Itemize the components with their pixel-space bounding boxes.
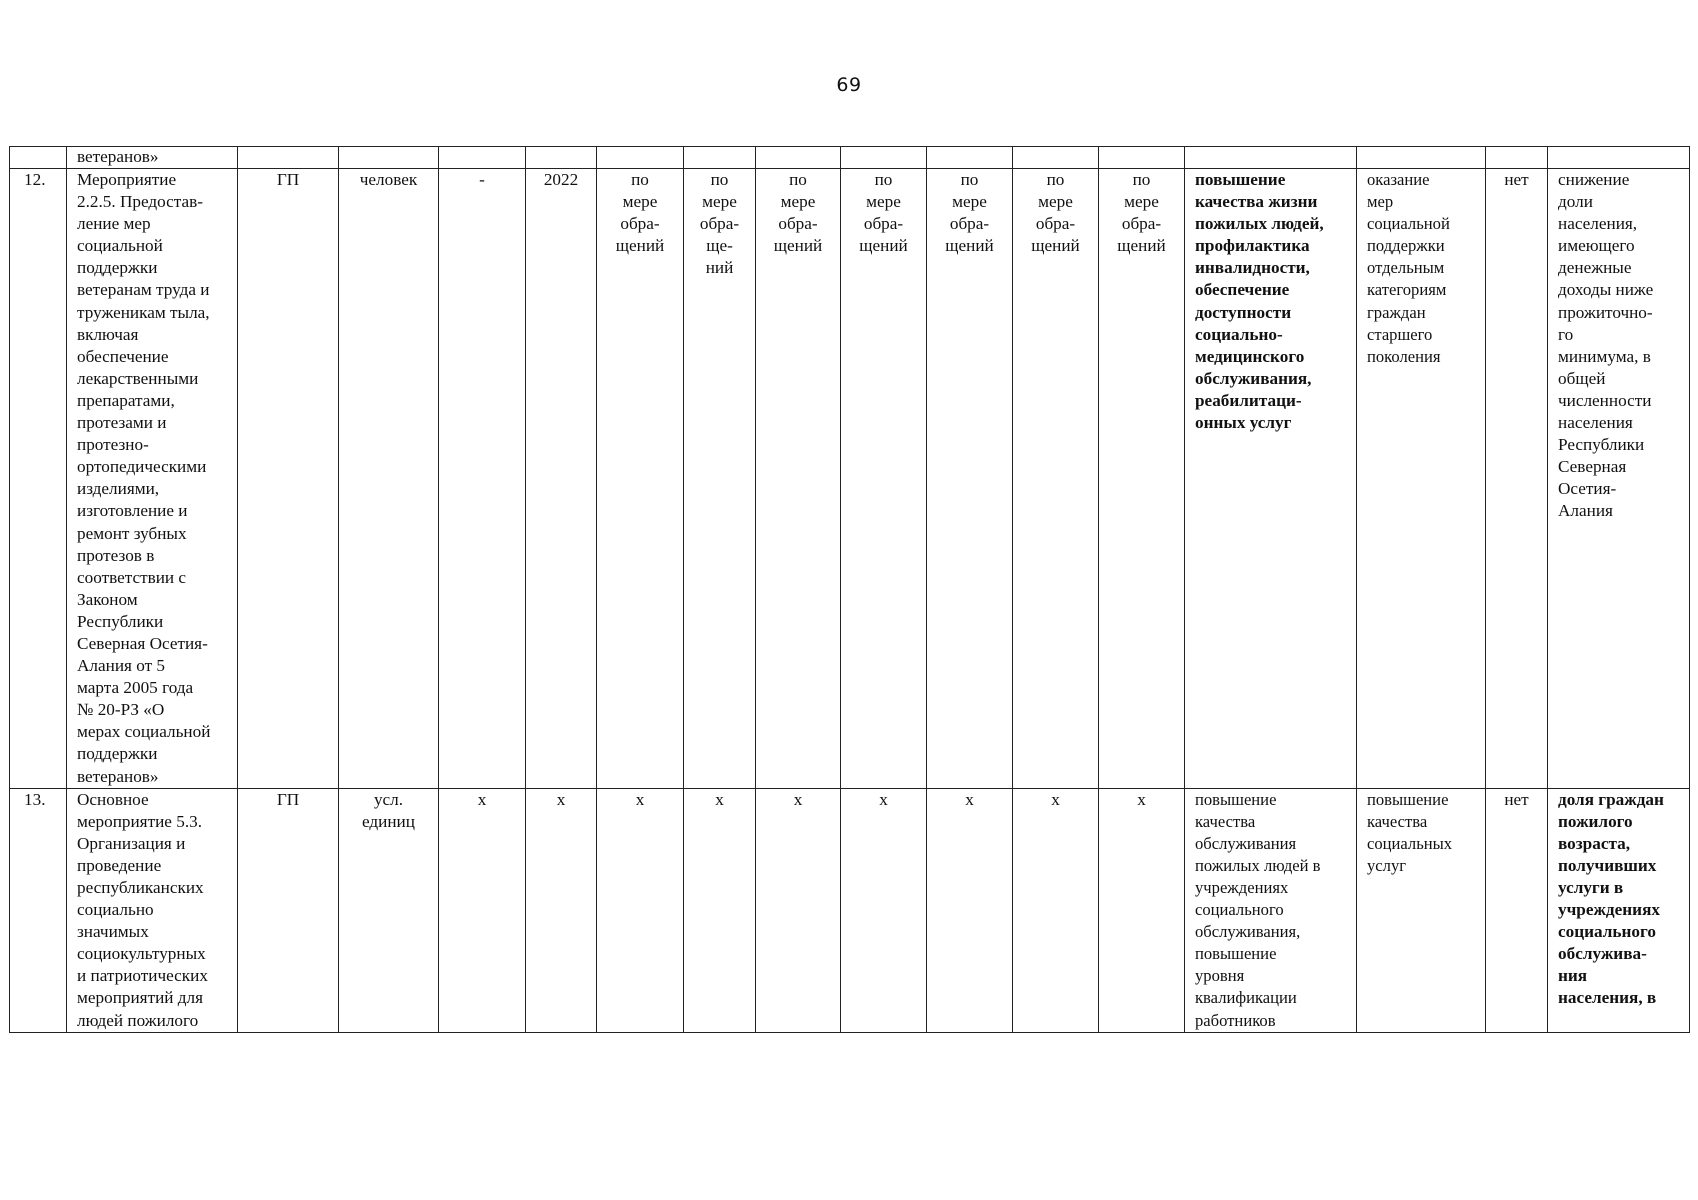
cell-source: ГП (238, 169, 339, 789)
cell-base: х (439, 788, 526, 1032)
cell-unit: усл. единиц (339, 788, 439, 1032)
cell-value: по мере обра- щений (756, 169, 841, 789)
cell-value: х (597, 788, 684, 1032)
table-row (10, 169, 1690, 789)
cell-base: - (439, 169, 526, 789)
cell-num (10, 147, 67, 169)
cell-year: 2022 (526, 169, 597, 789)
cell-value: х (1099, 788, 1185, 1032)
cell-task: повышение качества социальных услуг (1357, 788, 1486, 1032)
cell-flag: нет (1486, 788, 1548, 1032)
page-number: 69 (836, 74, 862, 96)
cell-num: 12. (10, 169, 67, 789)
table-row-continuation (10, 147, 1690, 169)
cell-value: х (1013, 788, 1099, 1032)
cell-value: по мере обра- щений (1013, 169, 1099, 789)
cell-description: Основное мероприятие 5.3. Организация и проведение республиканских социально значимых социокультурных и патриотических мероприятий для людей пожилого (67, 788, 238, 1032)
cell-indicator: снижение доли населения, имеющего денежные доходы ниже прожиточно- го минимума, в общей численности населения Республики Северная Осетия- Алания (1548, 169, 1690, 789)
cell-value: х (684, 788, 756, 1032)
cell-flag: нет (1486, 169, 1548, 789)
cell-value: по мере обра- щений (1099, 169, 1185, 789)
cell-indicator: доля граждан пожилого возраста, получивших услуги в учреждениях социального обслужива- ния населения, в (1548, 788, 1690, 1032)
cell-value: х (927, 788, 1013, 1032)
cell-unit: человек (339, 169, 439, 789)
cell-source: ГП (238, 788, 339, 1032)
cell-num: 13. (10, 788, 67, 1032)
cell-value: х (756, 788, 841, 1032)
cell-value: по мере обра- ще- ний (684, 169, 756, 789)
cell-value: по мере обра- щений (927, 169, 1013, 789)
cell-year: х (526, 788, 597, 1032)
cell-result: повышение качества жизни пожилых людей, профилактика инвалидности, обеспечение доступности социально- медицинского обслуживания, реабилитаци- онных услуг (1185, 169, 1357, 789)
cell-description: ветеранов» (67, 147, 238, 169)
table-row (10, 788, 1690, 1032)
cell-task: оказание мер социальной поддержки отдельным категориям граждан старшего поколения (1357, 169, 1486, 789)
cell-value: по мере обра- щений (597, 169, 684, 789)
cell-description: Мероприятие 2.2.5. Предостав- ление мер социальной поддержки ветеранам труда и труженикам тыла, включая обеспечение лекарственными препаратами, протезами и протезно- ортопедическими изделиями, изготовление и ремонт зубных протезов в соответствии с Законом Республики Северная Осетия- Алания от 5 марта 2005 года № 20-РЗ «О мерах социальной поддержки ветеранов» (67, 169, 238, 789)
cell-value: по мере обра- щений (841, 169, 927, 789)
measures-table (9, 146, 1690, 1033)
cell-value: х (841, 788, 927, 1032)
cell-result: повышение качества обслуживания пожилых людей в учреждениях социального обслуживания, повышение уровня квалификации работников (1185, 788, 1357, 1032)
